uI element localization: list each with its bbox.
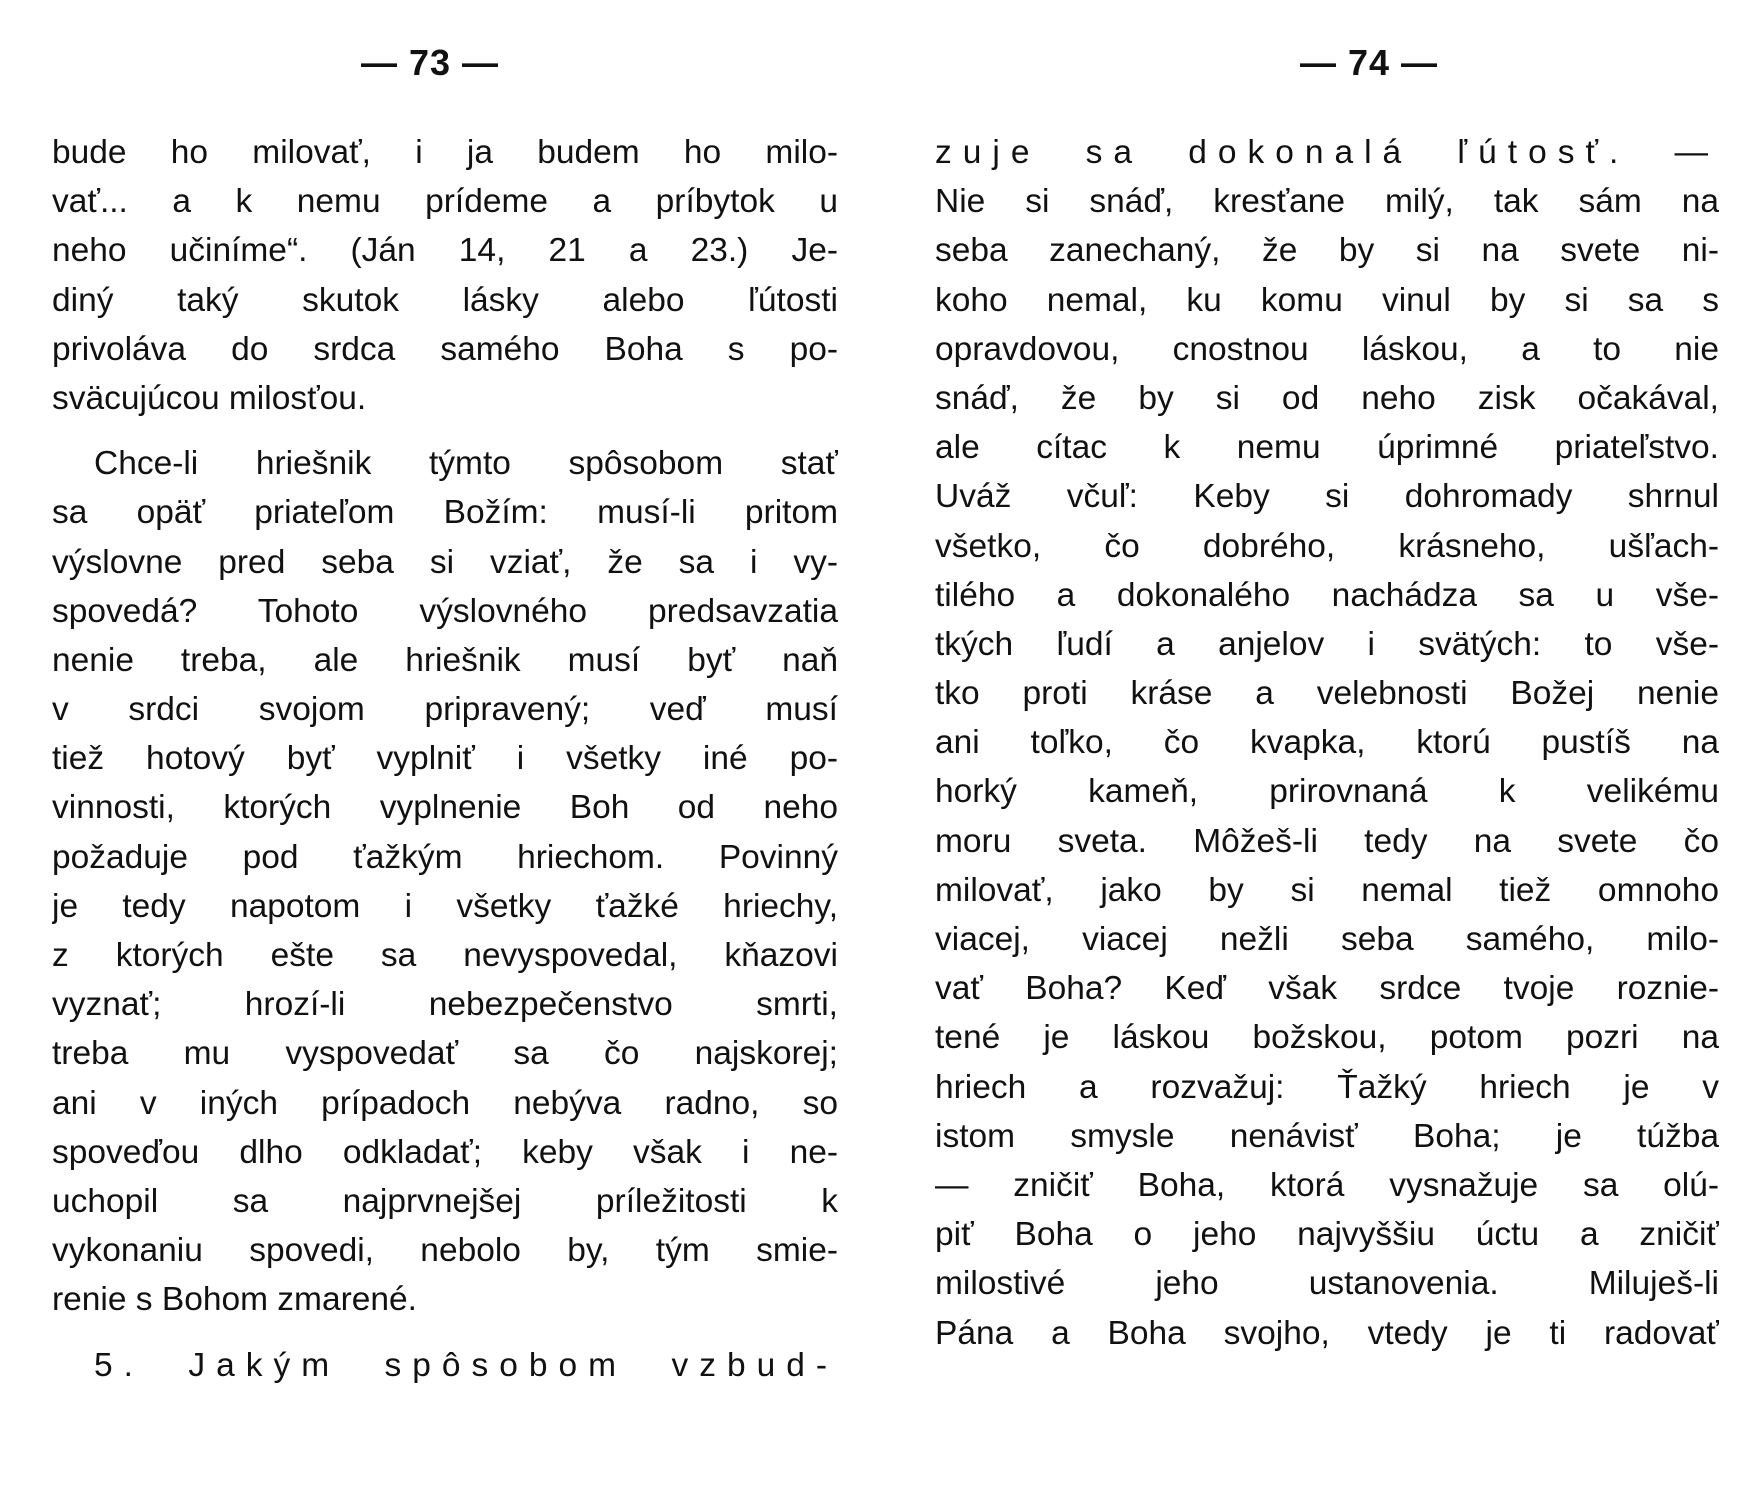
text-line: vať... a k nemu prídeme a príbytok u bbox=[52, 183, 838, 221]
text-line: tko proti kráse a velebnosti Božej nenie bbox=[935, 675, 1719, 713]
text-line: je tedy napotom i všetky ťažké hriechy, bbox=[52, 887, 838, 925]
text-line: z ktorých ešte sa nevyspovedal, kňazovi bbox=[52, 937, 838, 974]
text-line: vyznať; hrozí-li nebezpečenstvo smrti, bbox=[52, 986, 838, 1024]
text-line: vinnosti, ktorých vyplnenie Boh od neho bbox=[52, 789, 838, 827]
text-line: koho nemal, ku komu vinul by si sa s bbox=[935, 281, 1719, 319]
right-page-text bbox=[935, 128, 1719, 1358]
text-line: ani toľko, čo kvapka, ktorú pustíš na bbox=[935, 724, 1719, 762]
text-line: viacej, viacej nežli seba samého, milo- bbox=[935, 921, 1719, 958]
text-line: vať Boha? Keď však srdce tvoje roznie- bbox=[935, 970, 1719, 1008]
paragraph bbox=[52, 439, 838, 1324]
right-page bbox=[879, 0, 1758, 1500]
text-line: milostivé jeho ustanovenia. Miluješ-li bbox=[935, 1265, 1719, 1303]
text-line: spoveďou dlho odkladať; keby však i ne- bbox=[52, 1133, 838, 1171]
text-line: hriech a rozvažuj: Ťažký hriech je v bbox=[935, 1068, 1719, 1106]
text-line: Pána a Boha svojho, vtedy je ti radovať bbox=[935, 1314, 1719, 1352]
page-number-74: — 74 — bbox=[1299, 42, 1439, 83]
text-line: — zničiť Boha, ktorá vysnažuje sa olú- bbox=[935, 1166, 1719, 1204]
text-line: opravdovou, cnostnou láskou, a to nie bbox=[935, 330, 1719, 368]
text-line: tilého a dokonalého nachádza sa u vše- bbox=[935, 576, 1719, 614]
text-line: Uváž včuľ: Keby si dohromady shrnul bbox=[935, 478, 1719, 516]
left-page-text bbox=[52, 128, 838, 1390]
text-line: bude ho milovať, i ja budem ho milo- bbox=[52, 134, 838, 171]
text-line: tené je láskou božskou, potom pozri na bbox=[935, 1019, 1719, 1057]
text-line: piť Boha o jeho najvyššiu úctu a zničiť bbox=[935, 1216, 1719, 1254]
text-line: seba zanechaný, že by si na svete ni- bbox=[935, 232, 1719, 270]
text-line: milovať, jako by si nemal tiež omnoho bbox=[935, 871, 1719, 909]
text-line: uchopil sa najprvnejšej príležitosti k bbox=[52, 1182, 838, 1220]
text-line: nenie treba, ale hriešnik musí byť naň bbox=[52, 641, 838, 679]
paragraph-gap bbox=[52, 1325, 838, 1341]
text-line: tiež hotový byť vyplniť i všetky iné po- bbox=[52, 740, 838, 778]
text-line: v srdci svojom pripravený; veď musí bbox=[52, 691, 838, 729]
text-line: požaduje pod ťažkým hriechom. Povinný bbox=[52, 838, 838, 876]
paragraph-gap bbox=[52, 423, 838, 439]
section-heading-line: zuje sa dokonalá ľútosť. — bbox=[935, 134, 1719, 171]
text-line: ani v iných prípadoch nebýva radno, so bbox=[52, 1084, 838, 1122]
text-line: neho učiníme“. (Ján 14, 21 a 23.) Je- bbox=[52, 232, 838, 270]
section-heading bbox=[52, 1341, 838, 1390]
text-line: treba mu vyspovedať sa čo najskorej; bbox=[52, 1035, 838, 1073]
section-heading-line: 5. Jakým spôsobom vzbud- bbox=[94, 1346, 838, 1384]
text-line: vykonaniu spovedi, nebolo by, tým smie- bbox=[52, 1232, 838, 1270]
text-line: diný taký skutok lásky alebo ľútosti bbox=[52, 281, 838, 319]
text-line: istom smysle nenávisť Boha; je túžba bbox=[935, 1117, 1719, 1155]
page-number-73: — 73 — bbox=[360, 42, 500, 83]
paragraph bbox=[935, 128, 1719, 1358]
text-line: horký kameň, prirovnaná k velikému bbox=[935, 773, 1719, 811]
text-line: spovedá? Tohoto výslovného predsavzatia bbox=[52, 592, 838, 630]
text-line: sa opäť priateľom Božím: musí-li pritom bbox=[52, 494, 838, 532]
text-line: tkých ľudí a anjelov i svätých: to vše- bbox=[935, 625, 1719, 663]
paragraph bbox=[52, 128, 838, 423]
text-line: výslovne pred seba si vziať, že sa i vy- bbox=[52, 543, 838, 581]
text-line: ale cítac k nemu úprimné priateľstvo. bbox=[935, 429, 1719, 467]
text-line: všetko, čo dobrého, krásneho, ušľach- bbox=[935, 527, 1719, 565]
text-line: sväcujúcou milosťou. bbox=[52, 379, 367, 417]
text-line: Chce-li hriešnik týmto spôsobom stať bbox=[94, 445, 838, 483]
text-line: renie s Bohom zmarené. bbox=[52, 1281, 417, 1319]
text-line: Nie si snáď, kresťane milý, tak sám na bbox=[935, 183, 1719, 221]
text-line: moru sveta. Môžeš-li tedy na svete čo bbox=[935, 822, 1719, 860]
text-line: privoláva do srdca samého Boha s po- bbox=[52, 330, 838, 368]
text-line: snáď, že by si od neho zisk očakával, bbox=[935, 379, 1719, 417]
